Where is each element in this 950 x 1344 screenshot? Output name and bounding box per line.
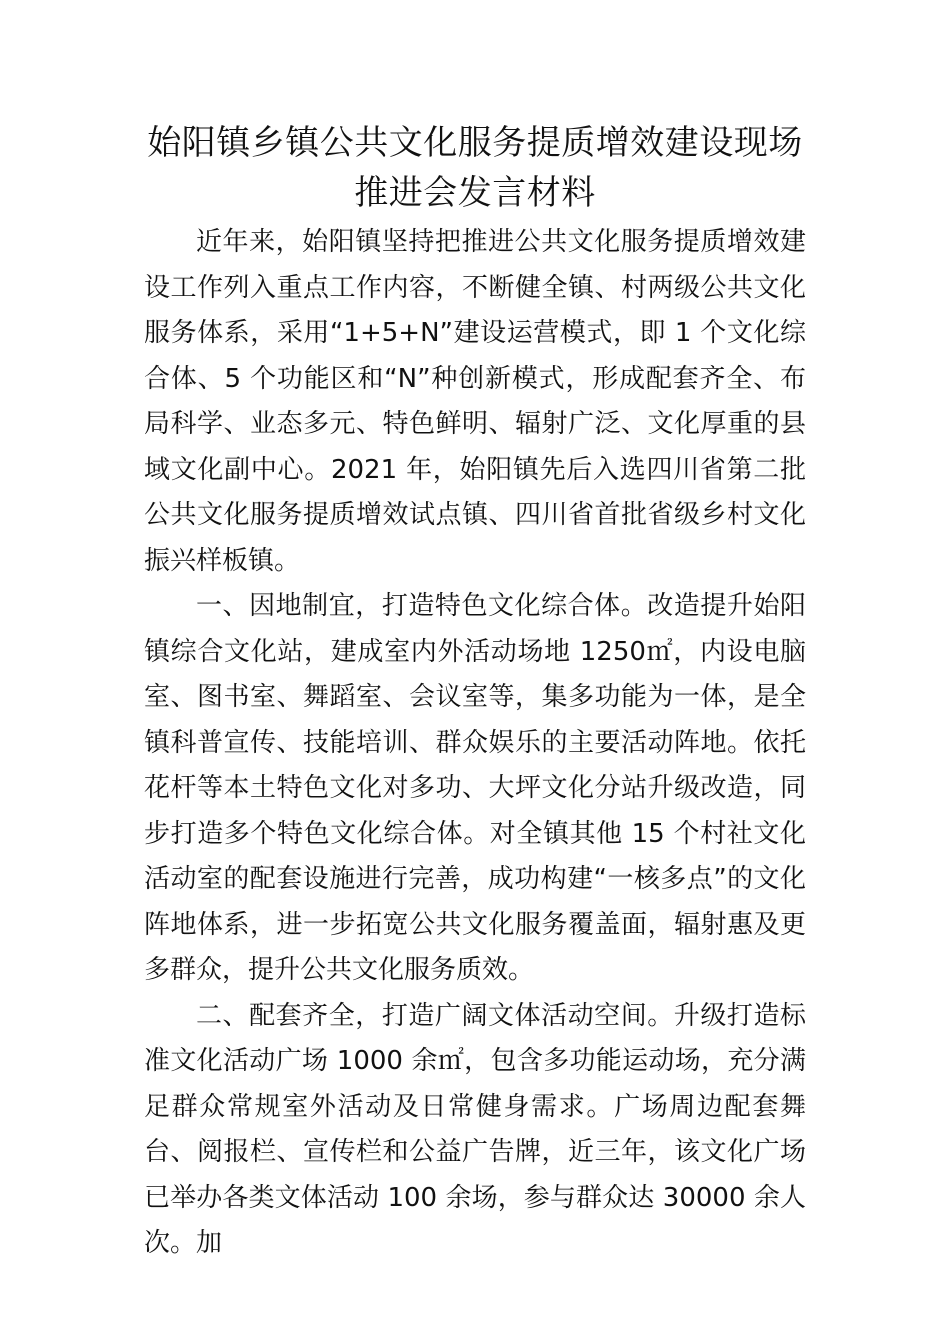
paragraph-intro: 近年来，始阳镇坚持把推进公共文化服务提质增效建设工作列入重点工作内容，不断健全镇、村两级公共文化服务体系，采用“1+5+N”建设运营模式，即 1 个文化综合体、5 个功能区和“N”种创新模式，形成配套齐全、布局科学、业态多元、特色鲜明、辐射广泛、文化厚重的县域文化副中心。2021 年，始阳镇先后入选四川省第二批公共文化服务提质增效试点镇、四川省首批省级乡村文化振兴样板镇。 [144,227,806,576]
document-title: 始阳镇乡镇公共文化服务提质增效建设现场推进会发言材料 [147,123,803,213]
paragraph-section-1: 一、因地制宜，打造特色文化综合体。改造提升始阳镇综合文化站，建成室内外活动场地 1250㎡，内设电脑室、图书室、舞蹈室、会议室等，集多功能为一体，是全镇科普宣传、技能培训、群众娱乐的主要活动阵地。依托花杆等本土特色文化对多功、大坪文化分站升级改造，同步打造多个特色文化综合体。对全镇其他 15 个村社文化活动室的配套设施进行完善，成功构建“一核多点”的文化阵地体系，进一步拓宽公共文化服务覆盖面，辐射惠及更多群众，提升公共文化服务质效。 [144,591,806,985]
paragraph-section-2: 二、配套齐全，打造广阔文体活动空间。升级打造标准文化活动广场 1000 余㎡，包含多功能运动场，充分满足群众常规室外活动及日常健身需求。广场周边配套舞台、阅报栏、宣传栏和公益广告牌，近三年，该文化广场已举办各类文体活动 100 余场，参与群众达 30000 余人次。加 [144,1000,806,1258]
document-body [144,220,806,1267]
